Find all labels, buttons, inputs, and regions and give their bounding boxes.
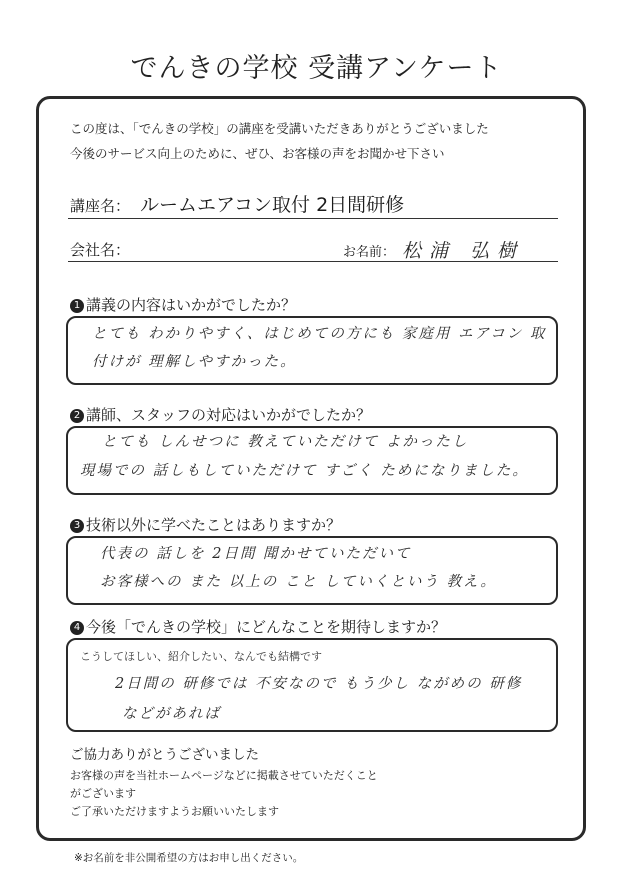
name-value: 松浦 弘樹 bbox=[402, 240, 525, 262]
question-4-number: 4 bbox=[70, 621, 84, 635]
question-2-text: 講師、スタッフの対応はいかがでしたか？ bbox=[86, 406, 372, 424]
thanks-message: ご協力ありがとうございました bbox=[70, 747, 259, 763]
question-4-hint: こうしてほしい、紹介したい、なんでも結構です bbox=[80, 650, 322, 663]
question-1-number: 1 bbox=[70, 299, 84, 313]
publish-note-line-1: お客様の声を当社ホームページなどに掲載させていただくこと bbox=[70, 769, 378, 782]
question-4 bbox=[70, 616, 446, 637]
intro-line-1: この度は、「でんきの学校」の講座を受講いただきありがとうございました bbox=[70, 121, 489, 136]
answer-1-line-1: とても わかりやすく、はじめての方にも 家庭用 エアコン 取 bbox=[92, 326, 547, 342]
question-2 bbox=[70, 404, 371, 425]
publish-note-line-2: がございます bbox=[70, 787, 136, 800]
answer-4-line-1: 2日間の 研修では 不安なので もう少し ながめの 研修 bbox=[115, 676, 523, 692]
course-value: ルームエアコン取付 2日間研修 bbox=[140, 194, 405, 216]
company-label: 会社名： bbox=[70, 241, 131, 259]
name-label: お名前： bbox=[343, 245, 396, 260]
question-3-text: 技術以外に学べたことはありますか？ bbox=[86, 516, 342, 534]
course-underline bbox=[68, 218, 558, 219]
name-underline bbox=[68, 261, 558, 262]
answer-3-line-1: 代表の 話しを 2日間 聞かせていただいて bbox=[100, 546, 412, 562]
question-1-text: 講義の内容はいかがでしたか？ bbox=[86, 296, 297, 314]
answer-2-line-1: とても しんせつに 教えていただけて よかったし bbox=[102, 434, 469, 450]
question-1 bbox=[70, 294, 296, 315]
form-title: でんきの学校 受講アンケート bbox=[130, 53, 503, 84]
answer-2-line-2: 現場での 話しもしていただけて すごく ためになりました。 bbox=[80, 463, 529, 479]
privacy-note: ※お名前を非公開希望の方はお申し出ください。 bbox=[74, 852, 304, 864]
question-4-text: 今後「でんきの学校」にどんなことを期待しますか？ bbox=[86, 618, 447, 636]
question-3 bbox=[70, 514, 341, 535]
publish-note-line-3: ご了承いただけますようお願いいたします bbox=[70, 805, 279, 818]
answer-1-line-2: 付けが 理解しやすかった。 bbox=[92, 354, 297, 370]
course-label: 講座名： bbox=[70, 197, 131, 215]
answer-4-line-2: などがあれば bbox=[122, 706, 221, 722]
intro-line-2: 今後のサービス向上のために、ぜひ、お客様の声をお聞かせ下さい bbox=[70, 146, 445, 161]
question-2-number: 2 bbox=[70, 409, 84, 423]
answer-3-line-2: お客様への また 以上の こと していくという 教え。 bbox=[100, 574, 497, 590]
question-3-number: 3 bbox=[70, 519, 84, 533]
